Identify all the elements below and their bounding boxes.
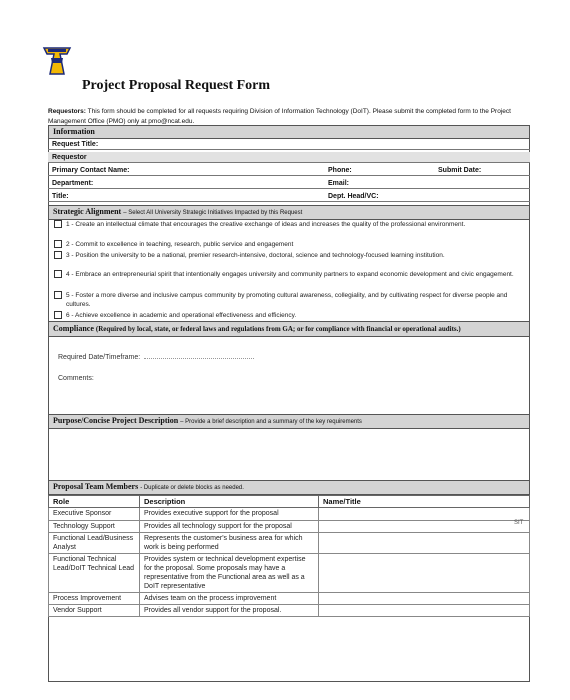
section-team	[48, 480, 530, 495]
team-note: - Duplicate or delete blocks as needed.	[140, 485, 244, 491]
description-cell: Provides all technology support for the proposal	[140, 521, 319, 533]
description-cell: Provides all vendor support for the proposal.	[140, 605, 319, 617]
name-title-cell[interactable]	[319, 554, 530, 593]
team-table	[48, 495, 530, 617]
required-date-label: Required Date/Timeframe:	[58, 354, 141, 361]
table-row	[49, 554, 530, 593]
strategic-item-text: 5 - Foster a more diverse and inclusive campus community by promoting cultural awareness, collegiality, and by cultivating respect for diverse people and cultures.	[66, 292, 508, 308]
team-heading: Proposal Team Members	[53, 482, 139, 491]
col-description: Description	[140, 496, 319, 508]
intro-text	[48, 107, 528, 127]
email-label: Email:	[328, 180, 350, 187]
table-row	[49, 605, 530, 617]
university-logo-icon	[40, 44, 74, 78]
dept-head-label: Dept. Head/VC:	[328, 193, 379, 200]
role-cell: Functional Lead/Business Analyst	[49, 533, 140, 554]
role-cell: Process Improvement	[49, 593, 140, 605]
comments-field[interactable]	[58, 375, 94, 382]
checkbox-icon[interactable]	[54, 240, 62, 248]
section-compliance	[48, 321, 530, 337]
required-date-line[interactable]	[144, 352, 254, 359]
table-row	[49, 593, 530, 605]
checkbox-icon[interactable]	[54, 270, 62, 278]
primary-contact-label: Primary Contact Name:	[52, 167, 130, 174]
strategic-item-5[interactable]	[54, 291, 528, 308]
strategic-item-text: 6 - Achieve excellence in academic and operational effectiveness and efficiency.	[66, 312, 297, 319]
phone-label: Phone:	[328, 167, 352, 174]
checkbox-icon[interactable]	[54, 291, 62, 299]
table-row	[49, 508, 530, 521]
strategic-item-text: 3 - Position the university to be a national, premier research-intensive, doctoral, science and technology-focused learning institution.	[66, 252, 445, 259]
description-cell: Represents the customer's business area for which work is being performed	[140, 533, 319, 554]
section-information	[48, 125, 530, 139]
name-title-cell[interactable]	[319, 508, 530, 521]
role-cell: Functional Technical Lead/DoIT Technical Lead	[49, 554, 140, 593]
comments-label: Comments:	[58, 375, 94, 382]
compliance-note: (Required by local, state, or federal laws and regulations from GA; or for compliance with financial or operational audits.)	[95, 325, 461, 333]
strategic-heading: Strategic Alignment	[53, 207, 122, 216]
title-row[interactable]	[48, 191, 530, 202]
intro-body: This form should be completed for all requests requiring Division of Information Technology (DoIT). Please submit the completed form to the Project Management Office (PMO) only at pmo@ncat.edu.	[48, 108, 511, 125]
strategic-item-text: 1 - Create an intellectual climate that encourages the creative exchange of ideas and increases the quality of the professional environment.	[66, 221, 466, 228]
name-title-cell[interactable]	[319, 593, 530, 605]
description-cell: Advises team on the process improvement	[140, 593, 319, 605]
role-cell: Executive Sponsor	[49, 508, 140, 521]
compliance-heading: Compliance	[53, 324, 94, 333]
description-cell: Provides system or technical development expertise for the proposal. Some proposals may have a representative from the Functional area as well as a DoIT representative	[140, 554, 319, 593]
description-cell: Provides executive support for the proposal	[140, 508, 319, 521]
checkbox-icon[interactable]	[54, 251, 62, 259]
requestor-label: Requestor	[52, 154, 87, 161]
purpose-heading: Purpose/Concise Project Description	[53, 416, 179, 425]
information-heading: Information	[53, 127, 95, 136]
purpose-note: – Provide a brief description and a summary of the key requirements	[180, 419, 362, 425]
col-name-title: Name/Title	[319, 496, 530, 508]
department-row[interactable]	[48, 178, 530, 189]
strategic-note: – Select All University Strategic Initiatives Impacted by this Request	[123, 210, 303, 216]
page-title: Project Proposal Request Form	[82, 78, 271, 93]
name-title-cell[interactable]	[319, 533, 530, 554]
section-purpose	[48, 414, 530, 429]
contact-row[interactable]	[48, 165, 530, 176]
requestor-row	[48, 152, 530, 163]
strategic-item-4[interactable]	[54, 270, 528, 280]
submit-date-label: Submit Date:	[438, 167, 482, 174]
section-strategic-alignment	[48, 205, 530, 220]
required-date-field[interactable]	[58, 352, 254, 361]
strategic-item-6[interactable]	[54, 311, 528, 321]
strategic-item-text: 4 - Embrace an entrepreneurial spirit that intentionally engages university and community partners to expand economic development and civic engagement.	[66, 271, 514, 278]
department-label: Department:	[52, 180, 94, 187]
name-title-cell[interactable]	[319, 521, 530, 533]
role-cell: Technology Support	[49, 521, 140, 533]
checkbox-icon[interactable]	[54, 220, 62, 228]
intro-lead: Requestors:	[48, 108, 86, 115]
request-title-row[interactable]	[48, 139, 530, 150]
side-mark: SIT	[514, 520, 524, 526]
col-role: Role	[49, 496, 140, 508]
strategic-item-text: 2 - Commit to excellence in teaching, research, public service and engagement	[66, 241, 294, 248]
strategic-item-3[interactable]	[54, 251, 528, 261]
title-label: Title:	[52, 193, 69, 200]
role-cell: Vendor Support	[49, 605, 140, 617]
strategic-item-2[interactable]	[54, 240, 528, 250]
strategic-item-1[interactable]	[54, 220, 528, 230]
name-title-cell[interactable]	[319, 605, 530, 617]
table-row	[49, 533, 530, 554]
request-title-label: Request Title:	[52, 141, 99, 148]
checkbox-icon[interactable]	[54, 311, 62, 319]
table-row	[49, 521, 530, 533]
